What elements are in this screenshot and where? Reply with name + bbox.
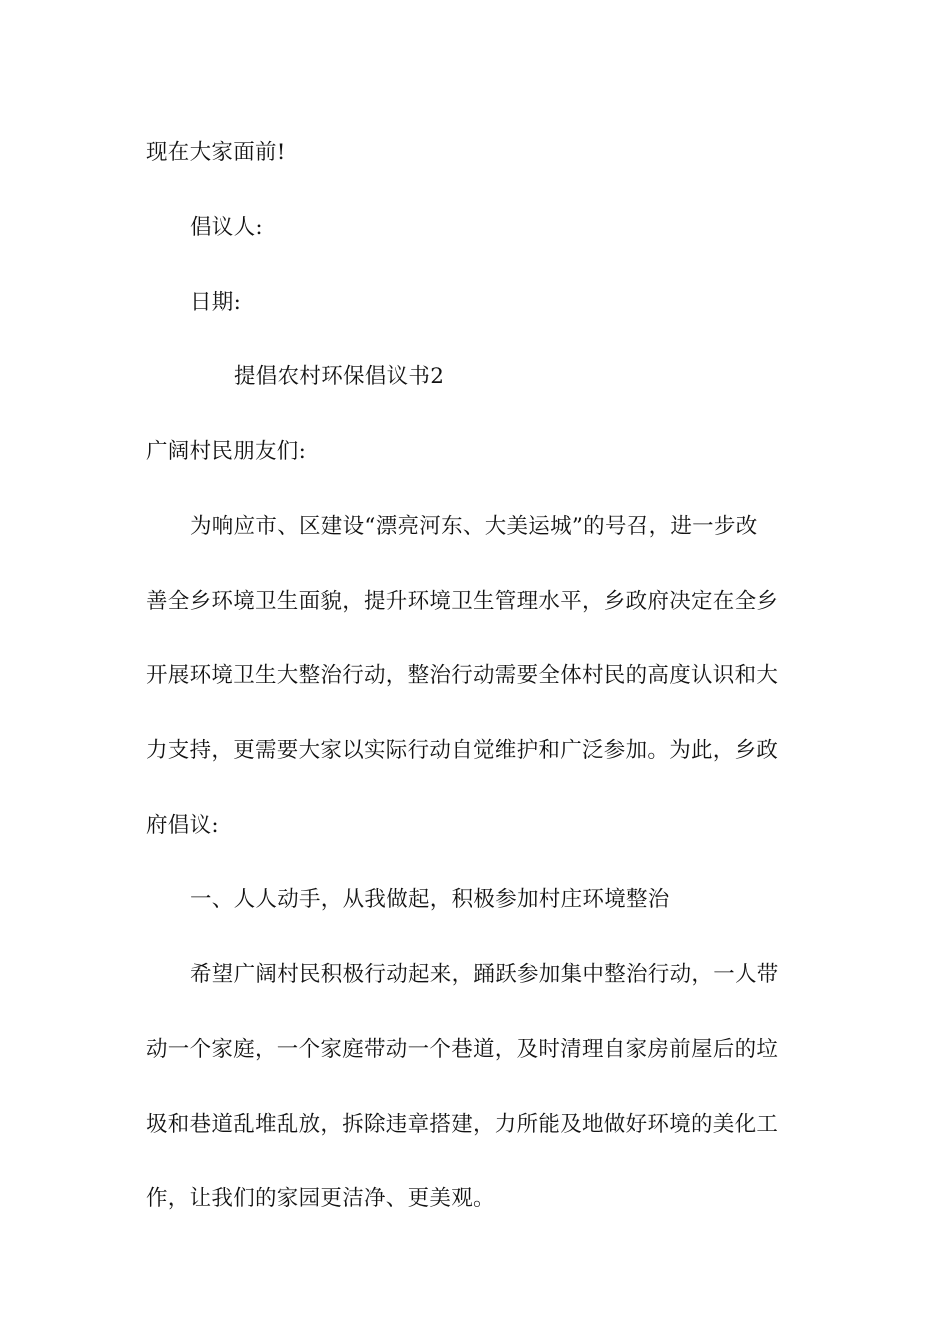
text-line-closing: 现在大家面前! (146, 140, 286, 165)
document-title: 提倡农村环保倡议书2 (234, 364, 445, 389)
proposer-label: 倡议人: (190, 215, 263, 240)
date-label: 日期: (190, 290, 242, 315)
paragraph-line: 府倡议: (146, 813, 219, 838)
paragraph-line: 善全乡环境卫生面貌，提升环境卫生管理水平，乡政府决定在全乡 (146, 589, 779, 614)
paragraph-line: 力支持，更需要大家以实际行动自觉维护和广泛参加。为此，乡政 (146, 738, 779, 763)
paragraph-line: 动一个家庭，一个家庭带动一个巷道，及时清理自家房前屋后的垃 (146, 1037, 779, 1062)
paragraph-line: 作，让我们的家园更洁净、更美观。 (146, 1186, 495, 1211)
paragraph-line: 为响应市、区建设“漂亮河东、大美运城”的号召，进一步改 (190, 514, 758, 539)
paragraph-line: 圾和巷道乱堆乱放，拆除违章搭建，力所能及地做好环境的美化工 (146, 1112, 779, 1137)
paragraph-line: 开展环境卫生大整治行动，整治行动需要全体村民的高度认识和大 (146, 663, 779, 688)
paragraph-line: 希望广阔村民积极行动起来，踊跃参加集中整治行动，一人带 (190, 962, 779, 987)
section-heading: 一、人人动手，从我做起，积极参加村庄环境整治 (190, 887, 670, 912)
salutation: 广阔村民朋友们: (146, 439, 307, 464)
